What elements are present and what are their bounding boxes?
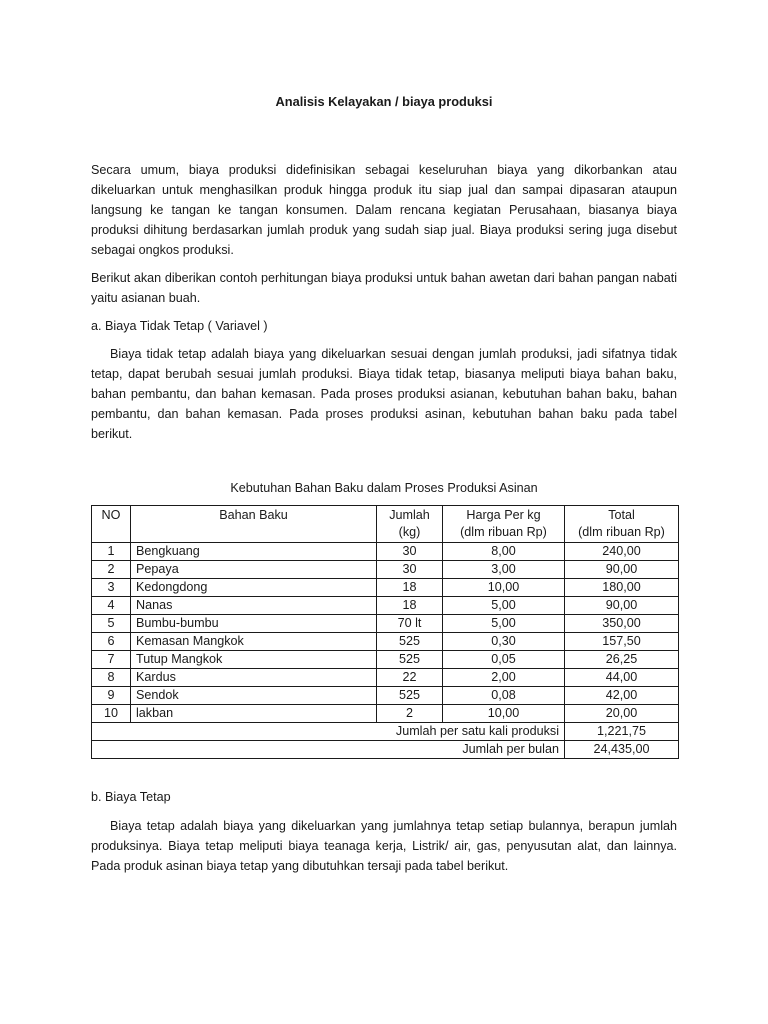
table-row [92, 615, 679, 633]
cell-harga: 5,00 [443, 615, 565, 633]
cell-bahan: Bengkuang [131, 543, 377, 561]
cell-harga: 0,30 [443, 633, 565, 651]
cell-total: 350,00 [565, 615, 679, 633]
header-harga: Harga Per kg (dlm ribuan Rp) [443, 506, 565, 543]
cell-harga: 10,00 [443, 579, 565, 597]
paragraph-example-intro: Berikut akan diberikan contoh perhitungan biaya produksi untuk bahan awetan dari bahan pangan nabati yaitu asianan buah. [91, 271, 677, 305]
cell-jumlah: 22 [377, 669, 443, 687]
header-no: NO [92, 506, 131, 543]
document-content [91, 92, 677, 876]
header-total: Total (dlm ribuan Rp) [565, 506, 679, 543]
raw-material-table [91, 505, 679, 759]
cell-jumlah: 70 lt [377, 615, 443, 633]
table-row [92, 579, 679, 597]
cell-total: 90,00 [565, 561, 679, 579]
cell-harga: 2,00 [443, 669, 565, 687]
cell-bahan: Kardus [131, 669, 377, 687]
header-jumlah: Jumlah (kg) [377, 506, 443, 543]
cell-harga: 3,00 [443, 561, 565, 579]
table-row [92, 705, 679, 723]
cell-harga: 10,00 [443, 705, 565, 723]
cell-no: 1 [92, 543, 131, 561]
summary-label: Jumlah per bulan [92, 741, 565, 759]
cell-total: 240,00 [565, 543, 679, 561]
cell-bahan: Pepaya [131, 561, 377, 579]
cell-jumlah: 525 [377, 687, 443, 705]
cell-total: 42,00 [565, 687, 679, 705]
paragraph-variable-cost: Biaya tidak tetap adalah biaya yang dikeluarkan sesuai dengan jumlah produksi, jadi sifatnya tidak tetap, dapat berubah sesuai jumlah produksi. Biaya tidak tetap, biasanya meliputi biaya bahan baku, bahan pembantu, dan bahan kemasan. Pada proses produksi asianan, kebutuhan bahan baku, bahan pembantu, dan bahan kemasan. Pada proses produksi asinan, kebutuhan bahan baku pada tabel berikut. [91, 347, 677, 441]
paragraph-definition: Secara umum, biaya produksi didefinisikan sebagai keseluruhan biaya yang dikorbankan atau dikeluarkan untuk menghasilkan produk hingga produk itu siap jual dan sampai dipasaran ataupun langsung ke tangan ke tangan konsumen. Dalam rencana kegiatan Perusahaan, biasanya biaya produksi dihitung berdasarkan jumlah produk yang sudah siap jual. Biaya produksi sering juga disebut sebagai ongkos produksi. [91, 163, 677, 257]
cell-bahan: Nanas [131, 597, 377, 615]
cell-bahan: lakban [131, 705, 377, 723]
cell-harga: 0,08 [443, 687, 565, 705]
cell-no: 6 [92, 633, 131, 651]
summary-value: 24,435,00 [565, 741, 679, 759]
heading-fixed-cost: b. Biaya Tetap [91, 790, 171, 804]
header-bahan-baku: Bahan Baku [131, 506, 377, 543]
cell-no: 8 [92, 669, 131, 687]
cell-bahan: Bumbu-bumbu [131, 615, 377, 633]
cell-jumlah: 2 [377, 705, 443, 723]
cell-harga: 5,00 [443, 597, 565, 615]
cell-total: 44,00 [565, 669, 679, 687]
document-title: Analisis Kelayakan / biaya produksi [275, 94, 493, 109]
table-row [92, 651, 679, 669]
table-row [92, 633, 679, 651]
cell-no: 7 [92, 651, 131, 669]
cell-total: 180,00 [565, 579, 679, 597]
heading-variable-cost: a. Biaya Tidak Tetap ( Variavel ) [91, 319, 268, 333]
summary-value: 1,221,75 [565, 723, 679, 741]
cell-no: 4 [92, 597, 131, 615]
cell-total: 26,25 [565, 651, 679, 669]
cell-no: 2 [92, 561, 131, 579]
summary-row-per-production [92, 723, 679, 741]
cell-no: 10 [92, 705, 131, 723]
table-caption: Kebutuhan Bahan Baku dalam Proses Produksi Asinan [230, 481, 538, 495]
cell-no: 3 [92, 579, 131, 597]
cell-jumlah: 18 [377, 597, 443, 615]
cell-harga: 8,00 [443, 543, 565, 561]
cell-total: 157,50 [565, 633, 679, 651]
cell-no: 5 [92, 615, 131, 633]
cell-harga: 0,05 [443, 651, 565, 669]
cell-bahan: Kedongdong [131, 579, 377, 597]
table-row [92, 687, 679, 705]
summary-label: Jumlah per satu kali produksi [92, 723, 565, 741]
summary-row-per-month [92, 741, 679, 759]
table-row [92, 669, 679, 687]
table-row [92, 543, 679, 561]
table-row [92, 561, 679, 579]
paragraph-fixed-cost: Biaya tetap adalah biaya yang dikeluarkan yang jumlahnya tetap setiap bulannya, berapun jumlah produksinya. Biaya tetap meliputi biaya teanaga kerja, Listrik/ air, gas, penyusutan alat, dan lainnya. Pada produk asinan biaya tetap yang dibutuhkan tersaji pada tabel berikut. [91, 819, 677, 873]
cell-total: 20,00 [565, 705, 679, 723]
cell-jumlah: 30 [377, 561, 443, 579]
cell-bahan: Tutup Mangkok [131, 651, 377, 669]
table-header-row [92, 506, 679, 543]
cell-bahan: Kemasan Mangkok [131, 633, 377, 651]
cell-jumlah: 525 [377, 651, 443, 669]
cell-no: 9 [92, 687, 131, 705]
cell-jumlah: 30 [377, 543, 443, 561]
cell-total: 90,00 [565, 597, 679, 615]
cell-bahan: Sendok [131, 687, 377, 705]
table-row [92, 597, 679, 615]
cell-jumlah: 18 [377, 579, 443, 597]
cell-jumlah: 525 [377, 633, 443, 651]
